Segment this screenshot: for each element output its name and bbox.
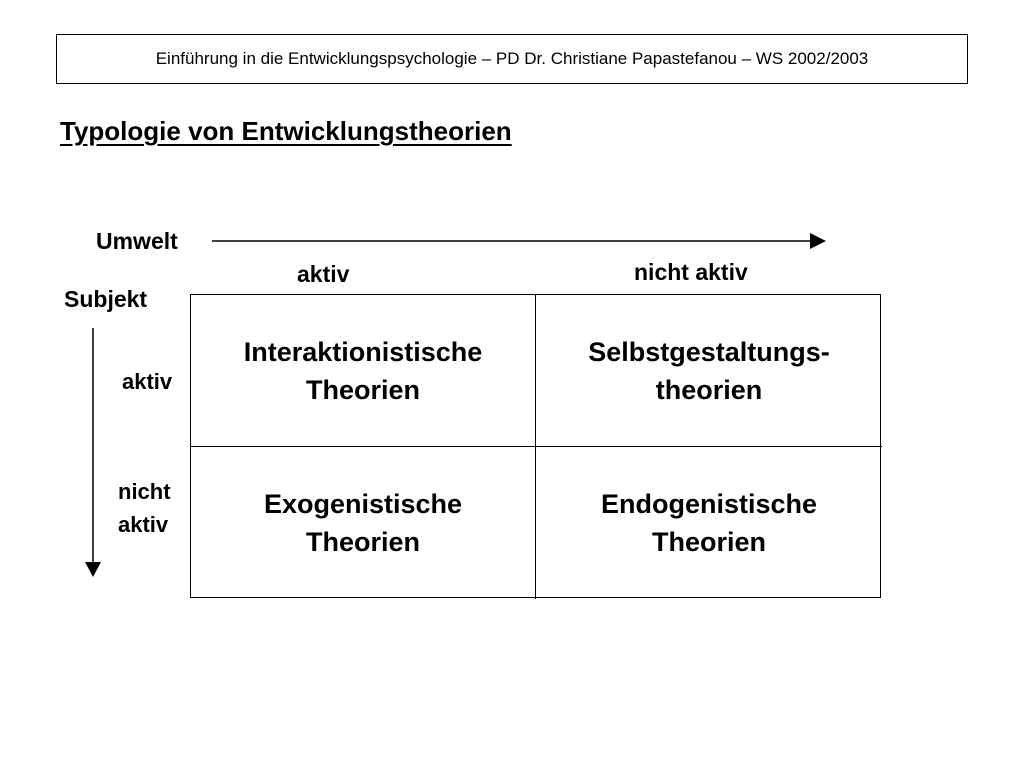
axis-label-subjekt: Subjekt bbox=[64, 286, 148, 312]
header-text: Einführung in die Entwicklungspsychologie – PD Dr. Christiane Papastefanou – WS 2002/2003 bbox=[155, 49, 869, 68]
cell-selbstgestaltungstheorien bbox=[536, 295, 882, 447]
cell-line: theorien bbox=[655, 374, 763, 405]
cell-interaktionistische-theorien bbox=[191, 295, 536, 447]
column-header-nicht-aktiv: nicht aktiv bbox=[634, 259, 748, 285]
theory-matrix bbox=[190, 294, 881, 598]
row-header-line: nicht bbox=[118, 479, 171, 504]
axis-label-umwelt: Umwelt bbox=[96, 228, 178, 254]
cell-line: Theorien bbox=[305, 374, 420, 405]
column-header-aktiv: aktiv bbox=[297, 261, 350, 287]
cell-line: Theorien bbox=[305, 527, 420, 557]
cell-line: Selbstgestaltungs- bbox=[588, 336, 830, 367]
cell-line: Interaktionistische bbox=[243, 336, 483, 367]
page-title: Typologie von Entwicklungstheorien bbox=[60, 116, 512, 146]
row-header-nicht-aktiv bbox=[118, 475, 171, 541]
cell-exogenistische-theorien bbox=[191, 447, 536, 599]
row-header-aktiv: aktiv bbox=[122, 369, 173, 394]
umwelt-arrow-head bbox=[810, 233, 826, 249]
row-header-line: aktiv bbox=[118, 512, 169, 537]
subjekt-arrow-head bbox=[85, 562, 101, 577]
cell-line: Endogenistische bbox=[600, 489, 818, 519]
cell-endogenistische-theorien bbox=[536, 447, 882, 599]
cell-line: Exogenistische bbox=[263, 489, 463, 519]
cell-line: Theorien bbox=[651, 527, 766, 557]
